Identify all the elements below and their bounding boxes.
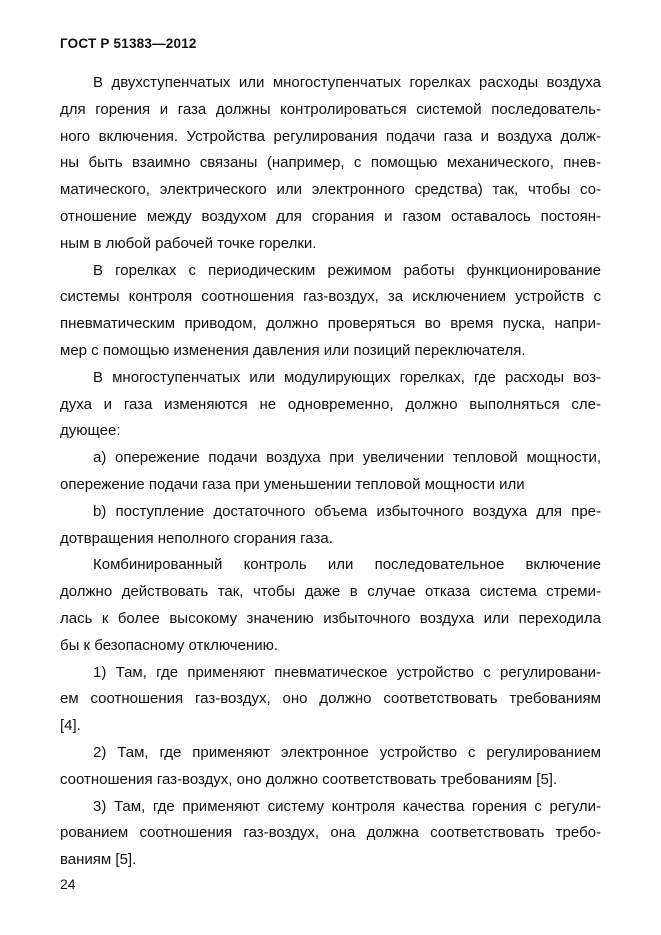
text-line: b) поступление достаточного объема избыточного воздуха для пре- bbox=[93, 502, 601, 520]
text-line: духа и газа изменяются не одновременно, должно выполняться сле- bbox=[60, 395, 601, 413]
paragraph-2 bbox=[60, 258, 601, 365]
text-line: дотвращения неполного сгорания газа. bbox=[60, 529, 333, 547]
text-line: лась к более высокому значению избыточного воздуха или переходила bbox=[60, 609, 601, 627]
text-line: опережение подачи газа при уменьшении тепловой мощности или bbox=[60, 475, 525, 493]
list-item-b bbox=[60, 499, 601, 553]
text-line: Комбинированный контроль или последовательное включение bbox=[93, 556, 601, 574]
text-line: должно действовать так, чтобы даже в случае отказа система стреми- bbox=[60, 583, 601, 601]
document-header: ГОСТ Р 51383—2012 bbox=[60, 36, 197, 51]
text-line: рованием соотношения газ-воздух, она должна соответствовать требо- bbox=[60, 824, 601, 842]
text-line: В многоступенчатых или модулирующих горелках, где расходы воз- bbox=[93, 368, 601, 386]
paragraph-combined-control bbox=[60, 552, 601, 659]
numbered-item-1 bbox=[60, 660, 601, 740]
text-line: В двухступенчатых или многоступенчатых горелках расходы воздуха bbox=[93, 74, 601, 91]
text-line: 3) Там, где применяют систему контроля качества горения с регули- bbox=[93, 797, 601, 815]
text-line: пневматическим приводом, должно проверяться во время пуска, напри- bbox=[60, 315, 601, 333]
text-line: 1) Там, где применяют пневматическое устройство с регулировани- bbox=[93, 663, 601, 681]
paragraph-1 bbox=[60, 70, 601, 258]
text-line: [4]. bbox=[60, 717, 81, 735]
text-line: ного включения. Устройства регулирования подачи газа и воздуха долж- bbox=[60, 127, 601, 145]
text-line: ны быть взаимно связаны (например, с помощью механического, пнев- bbox=[60, 154, 601, 172]
document-body bbox=[60, 70, 601, 874]
text-line: ным в любой рабочей точке горелки. bbox=[60, 234, 317, 252]
numbered-item-3 bbox=[60, 794, 601, 874]
text-line: системы контроля соотношения газ-воздух, за исключением устройств с bbox=[60, 288, 601, 306]
text-line: для горения и газа должны контролироваться системой последователь- bbox=[60, 100, 601, 118]
text-line: отношение между воздухом для сгорания и газом оставалось постоян- bbox=[60, 207, 601, 225]
numbered-item-2 bbox=[60, 740, 601, 794]
text-line: соотношения газ-воздух, оно должно соответствовать требованиям [5]. bbox=[60, 770, 558, 788]
text-line: матического, электрического или электронного средства) так, чтобы со- bbox=[60, 181, 601, 199]
paragraph-3 bbox=[60, 365, 601, 445]
text-line: ем соотношения газ-воздух, оно должно соответствовать требованиям bbox=[60, 690, 601, 708]
list-item-a bbox=[60, 445, 601, 499]
page-number: 24 bbox=[60, 876, 76, 892]
text-line: дующее: bbox=[60, 422, 121, 440]
text-line: бы к безопасному отключению. bbox=[60, 636, 279, 654]
text-line: мер с помощью изменения давления или позиций переключателя. bbox=[60, 341, 526, 359]
text-line: 2) Там, где применяют электронное устройство с регулированием bbox=[93, 743, 601, 761]
text-line: В горелках с периодическим режимом работы функционирование bbox=[93, 261, 601, 279]
text-line: а) опережение подачи воздуха при увеличении тепловой мощности, bbox=[93, 449, 601, 467]
text-line: ваниям [5]. bbox=[60, 851, 137, 869]
